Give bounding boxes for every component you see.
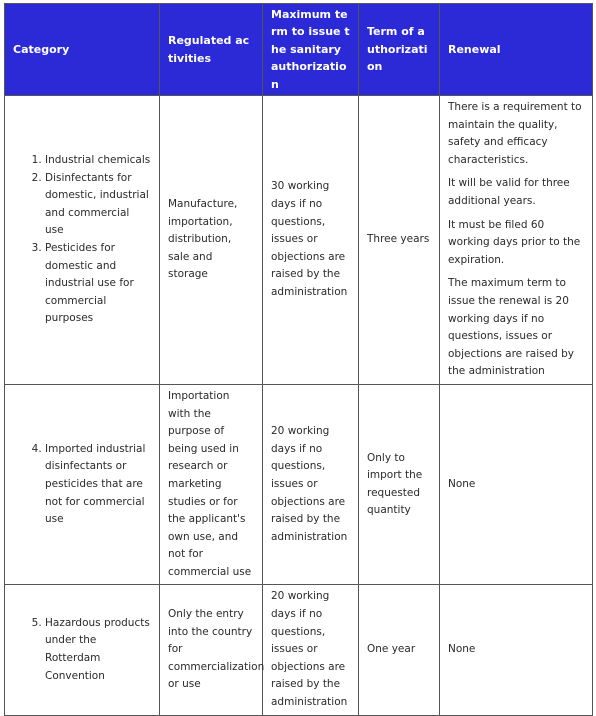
header-category: Category [5,4,160,96]
category-item: 5. Hazardous products under the Rotterdam Convention [45,615,151,685]
term-cell: Three years [359,96,440,385]
category-item: 2. Disinfectants for domestic, industrial and commercial use [45,170,151,240]
max-term-cell: 30 working days if no questions, issues or objections are raised by the administration [263,96,359,385]
term-cell: Only to import the requested quantity [359,384,440,585]
header-renewal: Renewal [440,4,593,96]
term-cell: One year [359,585,440,715]
category-list [13,152,151,328]
renewal-cell [440,585,593,715]
table-row [5,585,593,715]
activities-cell: Importation with the purpose of being used in research or marketing studies or for the applicant's own use, and not for commercial use [160,384,263,585]
category-item: 4. Imported industrial disinfectants or pesticides that are not for commercial use [45,441,151,529]
category-item: 3. Pesticides for domestic and industrial use for commercial purposes [45,240,151,328]
renewal-paragraph: The maximum term to issue the renewal is 20 working days if no questions, issues or objections are raised by the administration [448,277,574,378]
category-item: 1. Industrial chemicals [45,152,151,170]
category-cell [5,585,160,715]
sanitary-authorization-table [4,3,593,716]
renewal-paragraph: It will be valid for three additional years. [448,177,570,207]
category-list [13,441,151,529]
table-row [5,96,593,385]
max-term-cell: 20 working days if no questions, issues or objections are raised by the administration [263,585,359,715]
renewal-paragraph: It must be filed 60 working days prior to the expiration. [448,218,581,266]
renewal-cell [440,384,593,585]
renewal-paragraph: There is a requirement to maintain the quality, safety and efficacy characteristics. [448,101,582,166]
category-list [13,615,151,685]
header-row [5,4,593,96]
header-term-of-authorization: Term of authorization [359,4,440,96]
category-cell [5,96,160,385]
renewal-cell [440,96,593,385]
max-term-cell: 20 working days if no questions, issues or objections are raised by the administration [263,384,359,585]
activities-cell: Manufacture, importation, distribution, sale and storage [160,96,263,385]
activities-cell: Only the entry into the country for commercialization or use [160,585,263,715]
renewal-paragraph: None [448,477,476,490]
header-maximum-term: Maximum term to issue the sanitary authorization [263,4,359,96]
table-row [5,384,593,585]
category-cell [5,384,160,585]
renewal-paragraph: None [448,643,476,656]
header-regulated-activities: Regulated activities [160,4,263,96]
